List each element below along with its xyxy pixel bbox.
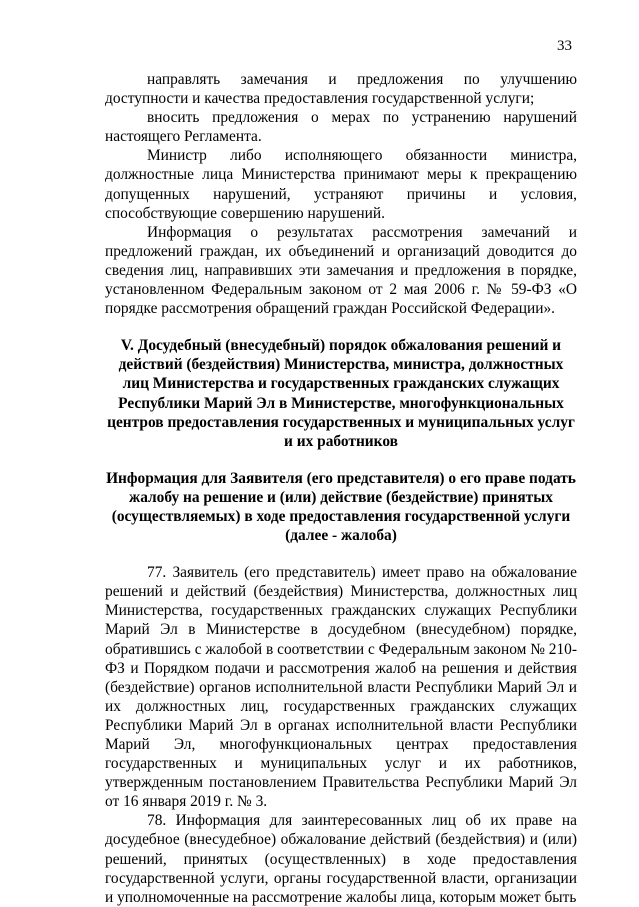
page-number: 33 (557, 38, 572, 54)
paragraph: вносить предложения о мерах по устранению нарушений настоящего Регламента. (105, 109, 577, 146)
paragraph: Министр либо исполняющего обязанности министра, должностные лица Министерства принимают меры к прекращению допущенных нарушений, устраняют причины и условия, способствующие совершению нарушений. (105, 147, 577, 222)
paragraph: 77. Заявитель (его представитель) имеет право на обжалование решений и действий (бездействия) Министерства, должностных лиц Министерства, государственных гражданских служащих Республики Марий Эл в Министерстве в досудебном (внесудебном) порядке, обратившись с жалобой в соответствии с Федеральным законом № 210-ФЗ и Порядком подачи и рассмотрения жалоб на решения и действия (бездействие) органов исполнительной власти Республики Марий Эл и их должностных лиц, государственных гражданских служащих Республики Марий Эл в органах исполнительной власти Республики Марий Эл, многофункциональных центрах предоставления государственных и муниципальных услуг и их работников, утвержденным постановлением Правительства Республики Марий Эл от 16 января 2019 г. № 3. (105, 564, 577, 811)
paragraph: направлять замечания и предложения по улучшению доступности и качества предоставления государственной услуги; (105, 71, 577, 108)
section-heading: V. Досудебный (внесудебный) порядок обжалования решений и действий (бездействия) Министерства, министра, должностных лиц Министерства и государственных гражданских служащих Республики Марий Эл в Министерстве, многофункциональных центров предоставления государственных и муниципальных услуг и их работников (107, 337, 575, 450)
page-body (105, 70, 577, 907)
paragraph: 78. Информация для заинтересованных лиц об их праве на досудебное (внесудебное) обжалование действий (бездействия) и (или) решений, принятых (осуществленных) в ходе предоставления государственной услуги, органы государственной власти, организации и уполномоченные на рассмотрение жалобы лица, которым может быть (105, 812, 577, 906)
paragraph: Информация о результатах рассмотрения замечаний и предложений граждан, их объединений и организаций доводится до сведения лиц, направивших эти замечания и предложения в порядке, установленном Федеральным законом от 2 мая 2006 г. № 59-ФЗ «О порядке рассмотрения обращений граждан Российской Федерации». (105, 223, 577, 318)
subheading: Информация для Заявителя (его представителя) о его праве подать жалобу на решение и (или) действие (бездействие) принятых (осуществляемых) в ходе предоставления государственной услуги (далее - жалоба) (106, 469, 576, 545)
